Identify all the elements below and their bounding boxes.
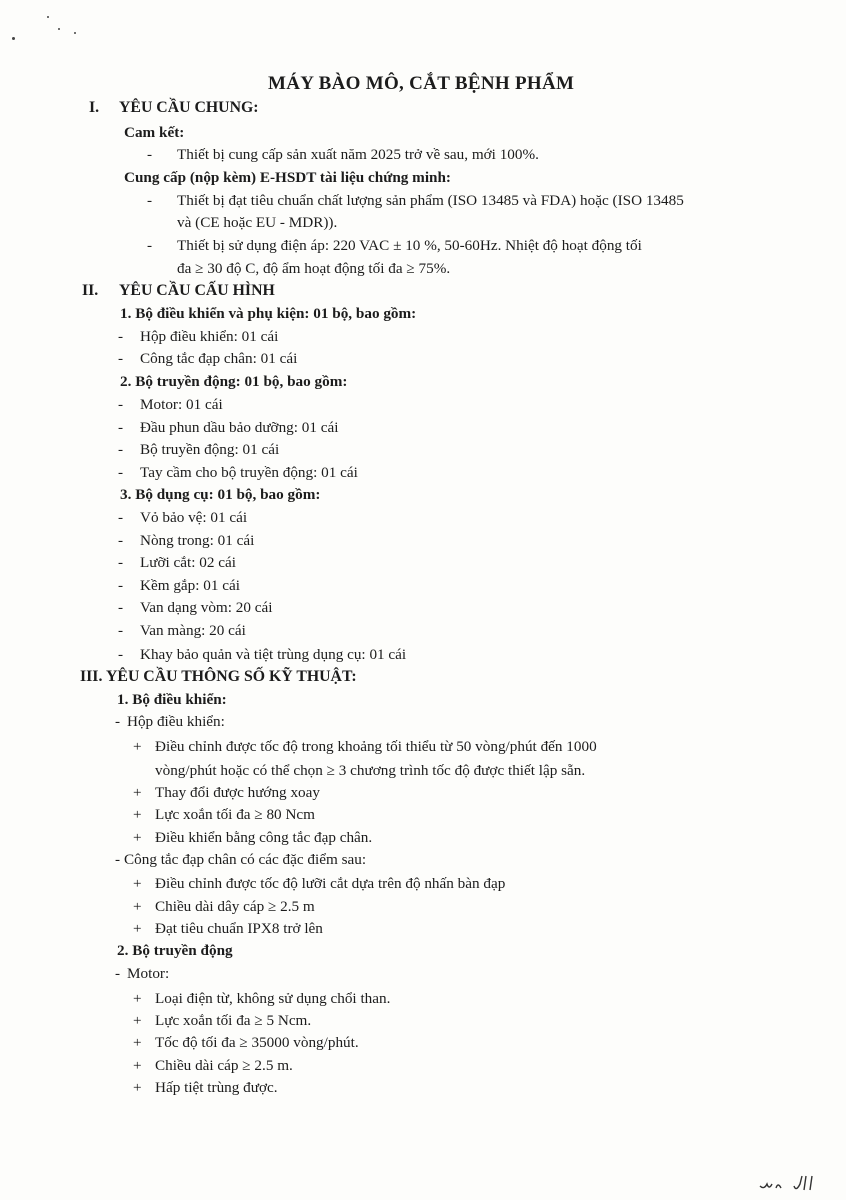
list-item-text: Tay cầm cho bộ truyền động: 01 cái — [140, 464, 358, 481]
list-item-text: Lực xoắn tối đa ≥ 80 Ncm — [155, 806, 315, 823]
section-title: YÊU CẦU CHUNG: — [119, 99, 259, 116]
list-item-text: Điều khiển bằng công tắc đạp chân. — [155, 829, 373, 846]
list-item — [118, 554, 236, 572]
bullet-plus: + — [133, 1034, 142, 1051]
list-item — [133, 806, 315, 824]
sublist-label — [115, 965, 169, 983]
list-item-text: Thay đổi được hướng xoay — [155, 784, 320, 801]
section-number: III. — [80, 668, 103, 685]
scan-speck — [74, 32, 76, 34]
list-item — [118, 350, 297, 368]
list-item-text: Điều chỉnh được tốc độ lưỡi cắt dựa trên độ nhấn bàn đạp — [155, 875, 506, 892]
bullet-plus: + — [133, 806, 142, 823]
list-item — [118, 509, 247, 527]
list-item-text: Van màng: 20 cái — [140, 622, 246, 639]
list-item — [133, 898, 315, 916]
bullet-dash: - — [118, 441, 124, 458]
scan-speck — [58, 28, 60, 30]
bullet-dash: - — [118, 622, 124, 639]
section-3-heading — [80, 668, 357, 686]
bullet-dash: - — [118, 554, 124, 571]
section-number: I. — [89, 99, 100, 116]
list-item — [147, 192, 684, 210]
list-item — [118, 599, 272, 617]
list-item — [133, 875, 505, 893]
list-item-text: Thiết bị đạt tiêu chuẩn chất lượng sản phẩm (ISO 13485 và FDA) hoặc (ISO 13485 — [177, 192, 684, 209]
subsection-heading: 1. Bộ điều khiển và phụ kiện: 01 bộ, bao gồm: — [120, 305, 417, 322]
bullet-plus: + — [133, 1012, 142, 1029]
commit-label: Cam kết: — [124, 124, 185, 141]
bullet-plus: + — [133, 990, 142, 1007]
list-item-text: Lưỡi cắt: 02 cái — [140, 554, 236, 571]
list-item-text: Thiết bị cung cấp sản xuất năm 2025 trở về sau, mới 100%. — [177, 146, 539, 163]
list-item-text: Điều chỉnh được tốc độ trong khoảng tối thiểu từ 50 vòng/phút đến 1000 — [155, 738, 597, 755]
scan-speck — [12, 37, 15, 40]
bullet-dash: - — [115, 965, 121, 982]
list-item — [133, 990, 390, 1008]
list-item-text: Chiều dài dây cáp ≥ 2.5 m — [155, 898, 315, 915]
subsection-heading: 2. Bộ truyền động: 01 bộ, bao gồm: — [120, 373, 348, 390]
bullet-plus: + — [133, 784, 142, 801]
sublist-label — [115, 713, 225, 731]
list-item — [147, 146, 539, 164]
list-item — [118, 419, 338, 437]
bullet-dash: - — [118, 509, 124, 526]
list-item — [133, 920, 323, 938]
list-item-text: Van dạng vòm: 20 cái — [140, 599, 273, 616]
bullet-plus: + — [133, 738, 142, 755]
list-item-text: Loại điện từ, không sử dụng chổi than. — [155, 990, 391, 1007]
list-item — [133, 784, 320, 802]
list-item — [118, 532, 254, 550]
initials-signature — [758, 1172, 820, 1196]
list-item — [118, 441, 279, 459]
list-item-text: Chiều dài cáp ≥ 2.5 m. — [155, 1057, 293, 1074]
list-item — [118, 464, 358, 482]
list-item-continuation: đa ≥ 30 độ C, độ ẩm hoạt động tối đa ≥ 75%. — [177, 260, 451, 277]
bullet-plus: + — [133, 1057, 142, 1074]
bullet-plus: + — [133, 1079, 142, 1096]
list-item-text: Bộ truyền động: 01 cái — [140, 441, 280, 458]
bullet-dash: - — [147, 192, 153, 209]
list-item-text: Thiết bị sử dụng điện áp: 220 VAC ± 10 %, 50-60Hz. Nhiệt độ hoạt động tối — [177, 237, 642, 254]
list-item — [147, 237, 642, 255]
list-item-text: Hộp điều khiển: 01 cái — [140, 328, 279, 345]
list-item-text: Hấp tiệt trùng được. — [155, 1079, 278, 1096]
bullet-dash: - — [118, 646, 124, 663]
document-title: MÁY BÀO MÔ, CẮT BỆNH PHẨM — [268, 73, 575, 94]
list-item-text: Công tắc đạp chân: 01 cái — [140, 350, 298, 367]
list-item-continuation: và (CE hoặc EU - MDR)). — [177, 214, 338, 231]
bullet-dash: - — [147, 237, 153, 254]
section-1-heading — [89, 99, 259, 117]
list-item — [133, 1057, 293, 1075]
list-item — [133, 1079, 278, 1097]
list-item-text: Nòng trong: 01 cái — [140, 532, 255, 549]
list-item — [118, 396, 223, 414]
bullet-dash: - — [118, 599, 124, 616]
list-item — [118, 577, 240, 595]
list-item-text: Motor: 01 cái — [140, 396, 223, 413]
list-item — [133, 829, 372, 847]
section-title: YÊU CẦU CẤU HÌNH — [119, 282, 275, 299]
list-item — [133, 738, 597, 756]
bullet-dash: - — [118, 350, 124, 367]
bullet-plus: + — [133, 829, 142, 846]
bullet-dash: - — [118, 396, 124, 413]
list-item-text: Tốc độ tối đa ≥ 35000 vòng/phút. — [155, 1034, 359, 1051]
bullet-dash: - — [118, 464, 124, 481]
subsection-heading: 3. Bộ dụng cụ: 01 bộ, bao gồm: — [120, 486, 321, 503]
scan-speck — [47, 16, 49, 18]
list-item-continuation: vòng/phút hoặc có thể chọn ≥ 3 chương trình tốc độ được thiết lập sẵn. — [155, 762, 586, 779]
sublist-label-text: Motor: — [127, 965, 170, 982]
bullet-dash: - — [118, 328, 124, 345]
subsection-heading: 1. Bộ điều khiển: — [117, 691, 227, 708]
list-item — [118, 646, 406, 664]
list-item-text: Lực xoắn tối đa ≥ 5 Ncm. — [155, 1012, 312, 1029]
section-title: YÊU CẦU THÔNG SỐ KỸ THUẬT: — [106, 668, 357, 685]
bullet-dash: - — [147, 146, 153, 163]
bullet-dash: - — [115, 851, 121, 868]
list-item — [118, 622, 246, 640]
bullet-plus: + — [133, 875, 142, 892]
bullet-plus: + — [133, 898, 142, 915]
list-item-text: Đầu phun dầu bảo dưỡng: 01 cái — [140, 419, 339, 436]
section-number: II. — [82, 282, 99, 299]
list-item-text: Kềm gắp: 01 cái — [140, 577, 240, 594]
list-item — [118, 328, 278, 346]
list-item-text: Vỏ bảo vệ: 01 cái — [140, 509, 248, 526]
bullet-dash: - — [118, 532, 124, 549]
list-item-text: Khay bảo quản và tiệt trùng dụng cụ: 01 cái — [140, 646, 407, 663]
list-item — [133, 1034, 359, 1052]
list-item-text: Đạt tiêu chuẩn IPX8 trở lên — [155, 920, 323, 937]
subsection-heading: 2. Bộ truyền động — [117, 942, 233, 959]
bullet-dash: - — [115, 713, 121, 730]
sublist-label-text: Công tắc đạp chân có các đặc điểm sau: — [124, 851, 367, 868]
sublist-label — [115, 851, 366, 869]
sublist-label-text: Hộp điều khiển: — [127, 713, 225, 730]
bullet-dash: - — [118, 577, 124, 594]
bullet-plus: + — [133, 920, 142, 937]
section-2-heading — [82, 282, 275, 300]
supply-label: Cung cấp (nộp kèm) E-HSDT tài liệu chứng minh: — [124, 169, 451, 186]
list-item — [133, 1012, 311, 1030]
bullet-dash: - — [118, 419, 124, 436]
